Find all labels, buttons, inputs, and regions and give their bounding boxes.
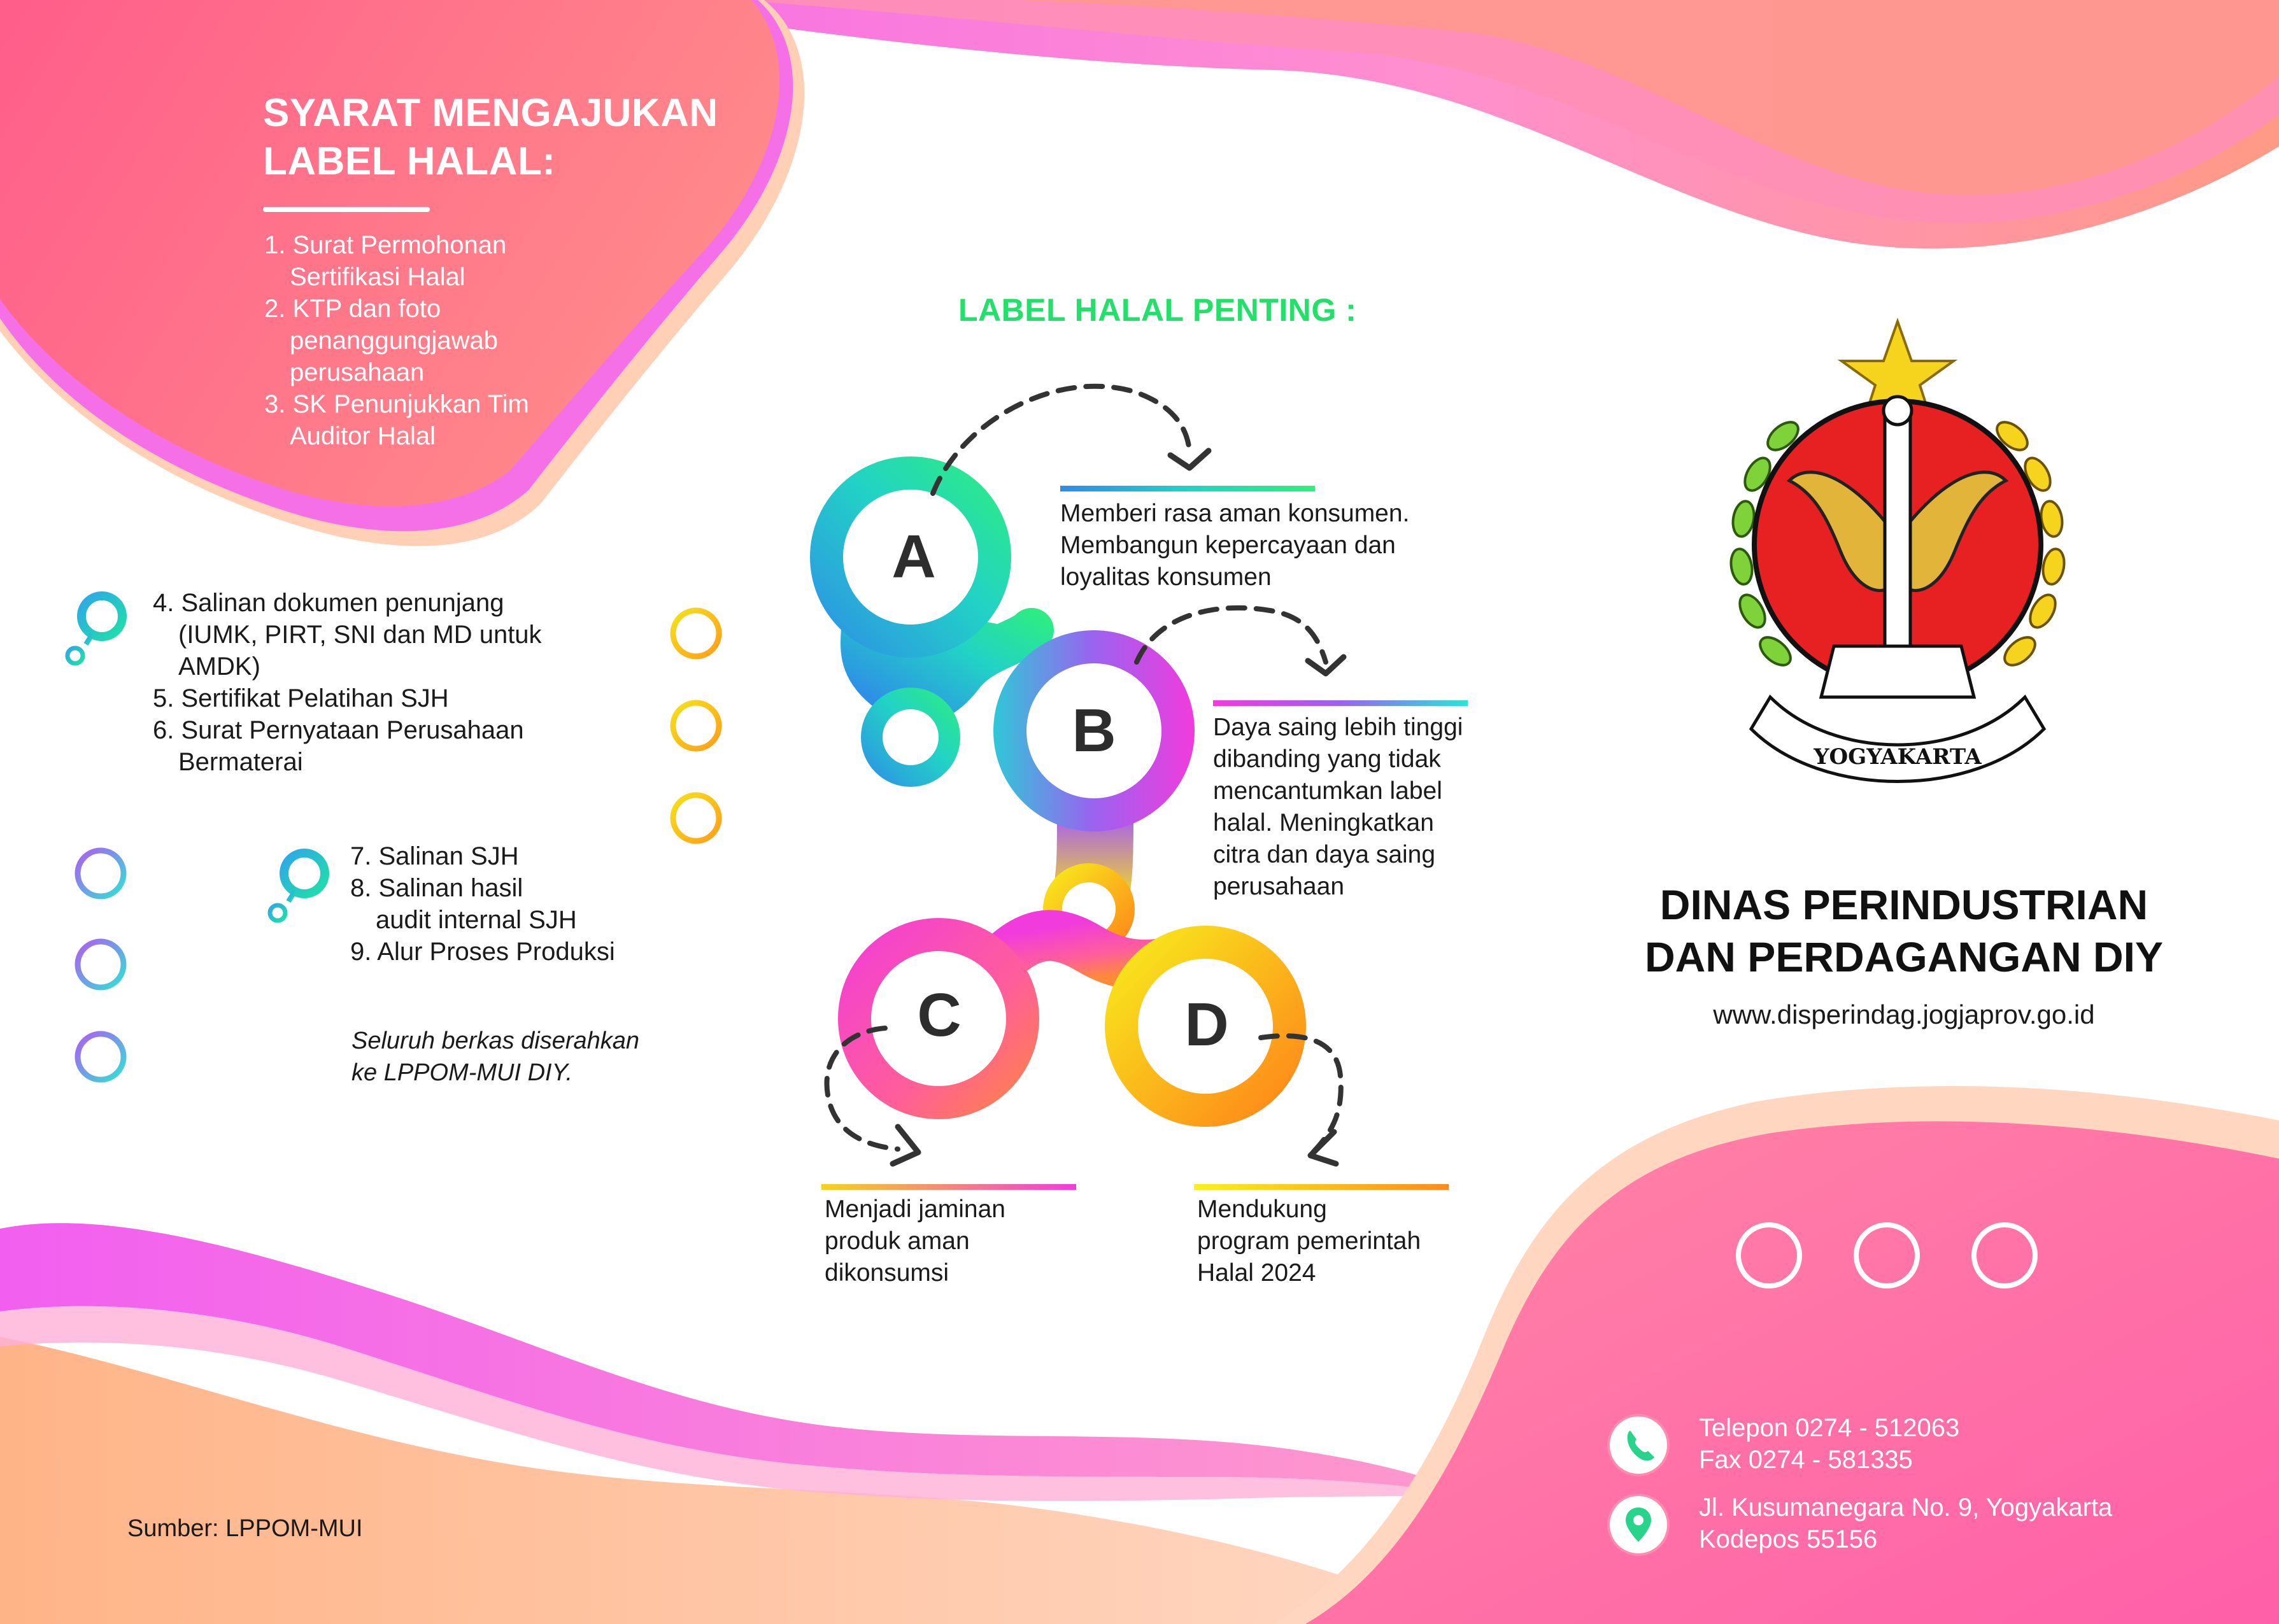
key-hole-icon [270,853,325,921]
list-item: 6. Surat Pernyataan Perusahaan [153,716,524,744]
ring-icon [673,611,719,656]
importance-title: LABEL HALAL PENTING : [958,292,1357,328]
point-a-letter: A [891,523,936,591]
point-a-description: Memberi rasa aman konsumen. Membangun kepercayaan dan loyalitas konsumen [1060,500,1410,591]
ring-icon [673,795,719,841]
list-item: 5. Sertifikat Pelatihan SJH [153,684,449,712]
ring-icon [673,703,719,749]
point-c-description: Menjadi jaminan produk aman dikonsumsi [825,1196,1005,1287]
point-c-rule [821,1184,1076,1190]
requirements-list-top: 1. Surat Permohonan Sertifikasi Halal 2. KTP dan foto penanggungjawab perusahaan 3. SK Penunjukkan Tim Auditor Halal [264,229,529,452]
list-item: 7. Salinan SJH [350,842,519,870]
contact-address: Jl. Kusumanegara No. 9, Yogyakarta Kodepos 55156 [1699,1493,2113,1553]
ring-icon [78,851,124,896]
requirements-list-middle: 4. Salinan dokumen penunjang (IUMK, PIRT, SNI dan MD untuk AMDK) 5. Sertifikat Pelatihan SJH 6. Surat Pernyataan Perusahaan Bermaterai [153,587,542,778]
phone-icon [1610,1416,1667,1474]
ring-icon [78,1034,124,1080]
organization-website[interactable]: www.disperindag.jogjaprov.go.id [1713,999,2095,1029]
key-hole-icon [67,596,122,663]
contact-phone: Telepon 0274 - 512063 Fax 0274 - 581335 [1699,1414,1960,1474]
point-c-letter: C [917,981,962,1049]
requirements-divider [263,207,430,212]
list-item: 8. Salinan hasil [350,874,523,902]
emblem-text: YOGYAKARTA [1814,744,1982,770]
point-b-rule [1213,700,1468,706]
yogyakarta-emblem [1707,315,2089,812]
point-b-letter: B [1072,696,1116,765]
point-d-letter: D [1184,991,1229,1059]
requirements-title: SYARAT MENGAJUKAN LABEL HALAL: [263,91,718,183]
point-a-rule [1060,486,1315,491]
list-item: 1. Surat Permohonan [264,231,507,259]
point-b-description: Daya saing lebih tinggi dibanding yang tidak mencantumkan label halal. Meningkatkan citra dan daya saing perusahaan [1213,714,1463,900]
submission-note: Seluruh berkas diserahkan ke LPPOM-MUI DIY. [351,1027,640,1086]
list-item: 3. SK Penunjukkan Tim [264,390,529,418]
list-item: 2. KTP dan foto [264,295,441,323]
list-item: 4. Salinan dokumen penunjang [153,589,504,617]
point-d-rule [1194,1184,1449,1190]
list-item: 9. Alur Proses Produksi [350,938,615,966]
ring-icon [78,942,124,987]
requirements-list-bottom: 7. Salinan SJH 8. Salinan hasil audit internal SJH 9. Alur Proses Produksi [350,840,615,968]
organization-name: DINAS PERINDUSTRIAN DAN PERDAGANGAN DIY [1644,881,2164,980]
source-credit: Sumber: LPPOM-MUI [127,1515,363,1542]
location-pin-icon [1610,1496,1667,1553]
point-d-description: Mendukung program pemerintah Halal 2024 [1197,1196,1421,1287]
